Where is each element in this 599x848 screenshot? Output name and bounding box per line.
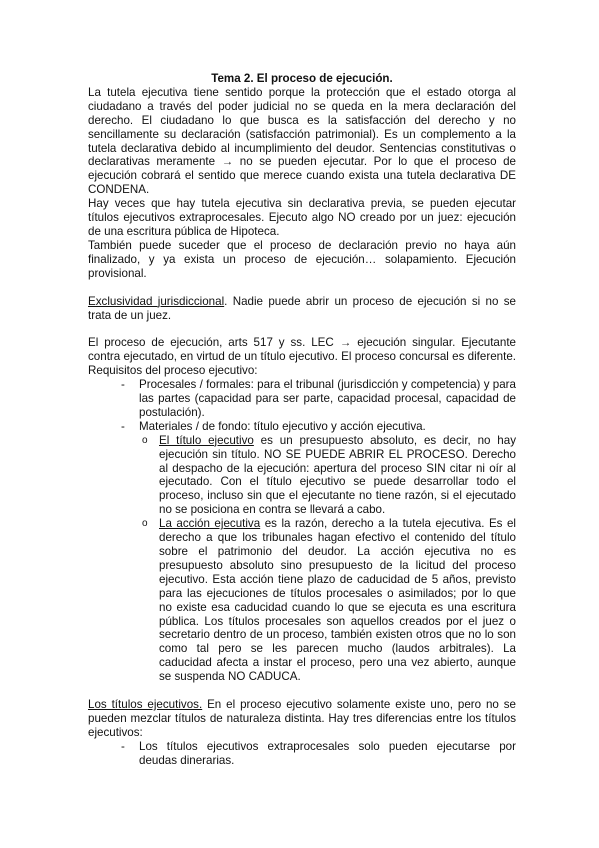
page-title: Tema 2. El proceso de ejecución. (211, 72, 393, 85)
document-body (88, 72, 516, 768)
dash-bullet: - (121, 378, 125, 392)
intro-paragraph-1: La tutela ejecutiva tiene sentido porque la protección que el estado otorga al ciudadano a través del poder judicial no se queda en la mera declaración del derecho. El ciudadano lo que busca es la satisfacción del derecho y no sencillamente su declaración (satisfacción patrimonial). Es un complemento a la tutela declarativa debido al incumplimiento del deudor. Sentencias constitutivas o declarativas meramente → no se pueden ejecutar. Por lo que el proceso de ejecución cobrará el sentido que merece cuando exista una tutela declarativa DE CONDENA. (88, 85, 516, 197)
intro-paragraph-2: Hay veces que hay tutela ejecutiva sin declarativa previa, se pueden ejecutar títulos ejecutivos extraprocesales. Ejecuto algo NO creado por un juez: ejecución de una escritura pública de Hipoteca. (88, 197, 516, 238)
titulos-text: En el proceso ejecutivo solamente existe uno, pero no se pueden mezclar títulos de naturaleza distinta. Hay tres diferencias entre los títulos ejecutivos: (88, 698, 517, 739)
sub-item-text: es la razón, derecho a la tutela ejecutiva. Es el derecho a que los tribunales hagan efectivo el contenido del título sobre el patrimonio del deudor. La acción ejecutiva no es presupuesto absoluto sino presupuesto de la licitud del proceso ejecutivo. Esta acción tiene plazo de caducidad de 5 años, previsto para las ejecuciones de títulos procesales o asimilados; por lo que no existe esa caducidad cuando lo que se ejecuta es una escritura pública. Los títulos procesales son aquellos creados por el juez o secretario dentro de un proceso, también existen otros que no lo son como tal pero se les parecen mucho (laudos arbitrales). La caducidad afecta a instar el proceso, pero una vez abierto, aunque se suspenda NO CADUCA. (159, 517, 517, 684)
exclusividad-text: . Nadie puede abrir un proceso de ejecución si no se trata de un juez. (88, 294, 516, 322)
requisito-text: Materiales / de fondo: título ejecutivo y acción ejecutiva. (139, 419, 426, 433)
sub-item-accion-ejecutiva (139, 517, 516, 684)
sub-item-text: es un presupuesto absoluto, es decir, no hay ejecución sin título. NO SE PUEDE ABRIR EL PROCESO. Derecho al despacho de la ejecución: apertura del proceso SIN citar ni oír al ejecutado. Con el título ejecutivo se puede desarrollar todo el proceso, incluso sin que el ejecutante no tiene razón, si el ejecutado no se posiciona en contra se llevará a cabo. (159, 433, 516, 517)
dash-bullet: - (121, 739, 125, 753)
sub-item-heading: La acción ejecutiva (159, 517, 261, 531)
materiales-sublist (139, 434, 516, 684)
requisito-text: Procesales / formales: para el tribunal (jurisdicción y competencia) y para las partes (capacidad para ser parte, capacidad procesal, capacidad de postulación). (139, 378, 516, 419)
titulos-item-text: Los títulos ejecutivos extraprocesales solo pueden ejecutarse por deudas dinerarias. (139, 739, 516, 767)
spacer (88, 684, 516, 698)
sub-item-heading: El título ejecutivo (159, 433, 254, 447)
dash-bullet: - (121, 419, 125, 433)
sub-item-titulo-ejecutivo (139, 434, 516, 517)
requisitos-list (88, 378, 516, 684)
spacer (88, 322, 516, 336)
circle-bullet: o (142, 434, 148, 446)
circle-bullet: o (142, 518, 148, 530)
intro-paragraph-3: También puede suceder que el proceso de declaración previo no haya aún finalizado, y ya exista un proceso de ejecución… solapamiento. Ejecución provisional. (88, 238, 516, 280)
titulos-item (88, 740, 516, 768)
titulos-heading: Los títulos ejecutivos. (88, 698, 203, 712)
requisito-item-procesales (88, 378, 516, 420)
titulos-list (88, 740, 516, 768)
requisito-item-materiales (88, 420, 516, 684)
proceso-paragraph: El proceso de ejecución, arts 517 y ss. LEC → ejecución singular. Ejecutante contra ejecutado, en virtud de un título ejecutivo. El proceso concursal es diferente. Requisitos del proceso ejecutivo: (88, 336, 516, 378)
titulos-paragraph (88, 698, 516, 740)
spacer (88, 281, 516, 295)
exclusividad-heading: Exclusividad jurisdiccional (88, 294, 225, 308)
exclusividad-paragraph (88, 295, 516, 323)
